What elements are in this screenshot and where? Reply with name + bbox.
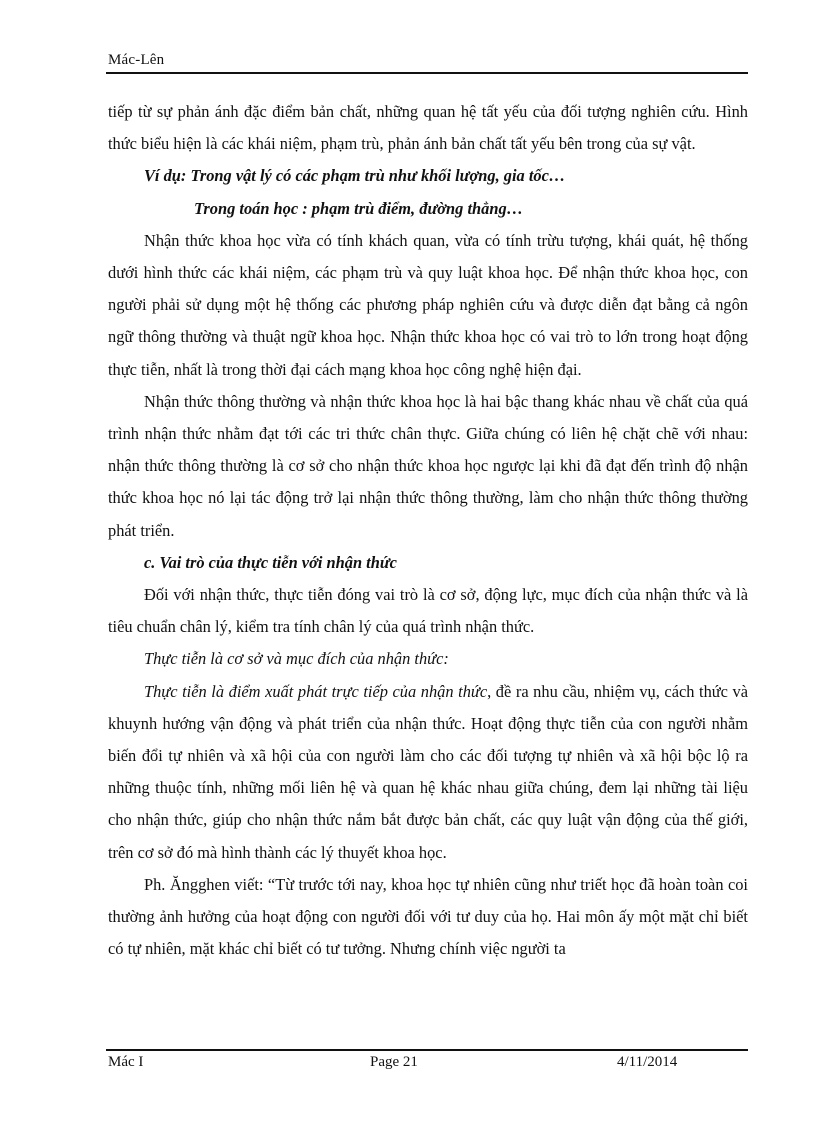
- example-line-physics: Ví dụ: Trong vật lý có các phạm trù như khối lượng, gia tốc…: [144, 166, 566, 186]
- header-divider: [106, 72, 748, 74]
- italic-lead-phrase: Thực tiễn là điểm xuất phát trực tiếp của nhận thức: [144, 681, 488, 701]
- document-body: [108, 96, 748, 965]
- footer-left-text: Mác I: [108, 1054, 144, 1070]
- example-line-math: Trong toán học : phạm trù điểm, đường thẳng…: [194, 198, 524, 218]
- paragraph-rest: , đề ra nhu cầu, nhiệm vụ, cách thức và khuynh hướng vận động và phát triển của nhận thức. Hoạt động thực tiễn của con người nhằm biến đổi tự nhiên và xã hội của con người làm cho các đối tượng tự nhiên và xã hội bộc lộ ra những thuộc tính, những mối liên hệ và quan hệ khác nhau giữa chúng, đem lại những tài liệu cho nhận thức, giúp cho nhận thức nắm bắt được bản chất, các quy luật vận động của thế giới, trên cơ sở đó mà hình thành các lý thuyết khoa học.: [108, 681, 748, 862]
- page-number: Page 21: [370, 1054, 418, 1070]
- footer-date: 4/11/2014: [617, 1054, 678, 1070]
- footer-divider: [106, 1049, 748, 1051]
- paragraph-continuation: tiếp từ sự phản ánh đặc điểm bản chất, những quan hệ tất yếu của đối tượng nghiên cứu. Hình thức biểu hiện là các khái niệm, phạm trù, phản ánh bản chất tất yếu bên trong của sự vật.: [108, 102, 748, 154]
- paragraph-practice-starting-point: [108, 676, 748, 869]
- subheading-practice-basis: Thực tiễn là cơ sở và mục đích của nhận thức:: [144, 649, 449, 669]
- paragraph-ordinary-vs-scientific: Nhận thức thông thường và nhận thức khoa học là hai bậc thang khác nhau về chất của quá trình nhận thức nhằm đạt tới các tri thức chân thực. Giữa chúng có liên hệ chặt chẽ với nhau: nhận thức thông thường là cơ sở cho nhận thức khoa học ngược lại khi đã đạt đến trình độ nhận thức khoa học nó lại tác động trở lại nhận thức thông thường, làm cho nhận thức thông thường phát triển.: [108, 391, 748, 540]
- section-heading: c. Vai trò của thực tiễn với nhận thức: [144, 552, 397, 572]
- page-header-title: Mác-Lên: [108, 52, 165, 68]
- paragraph-engels-quote: Ph. Ăngghen viết: “Từ trước tới nay, khoa học tự nhiên cũng như triết học đã hoàn toàn coi thường ảnh hưởng của hoạt động con người đối với tư duy của họ. Hai môn ấy một mặt chỉ biết có tự nhiên, mặt khác chỉ biết có tư tưởng. Nhưng chính việc người ta: [108, 874, 748, 959]
- paragraph-role-of-practice: Đối với nhận thức, thực tiễn đóng vai trò là cơ sở, động lực, mục đích của nhận thức và là tiêu chuẩn chân lý, kiểm tra tính chân lý của quá trình nhận thức.: [108, 585, 748, 637]
- paragraph-scientific-cognition: Nhận thức khoa học vừa có tính khách quan, vừa có tính trừu tượng, khái quát, hệ thống dưới hình thức các khái niệm, các phạm trù và quy luật khoa học. Để nhận thức khoa học, con người phải sử dụng một hệ thống các phương pháp nghiên cứu và được diễn đạt bằng cả ngôn ngữ thông thường và thuật ngữ khoa học. Nhận thức khoa học có vai trò to lớn trong hoạt động thực tiễn, nhất là trong thời đại cách mạng khoa học công nghệ hiện đại.: [108, 230, 748, 379]
